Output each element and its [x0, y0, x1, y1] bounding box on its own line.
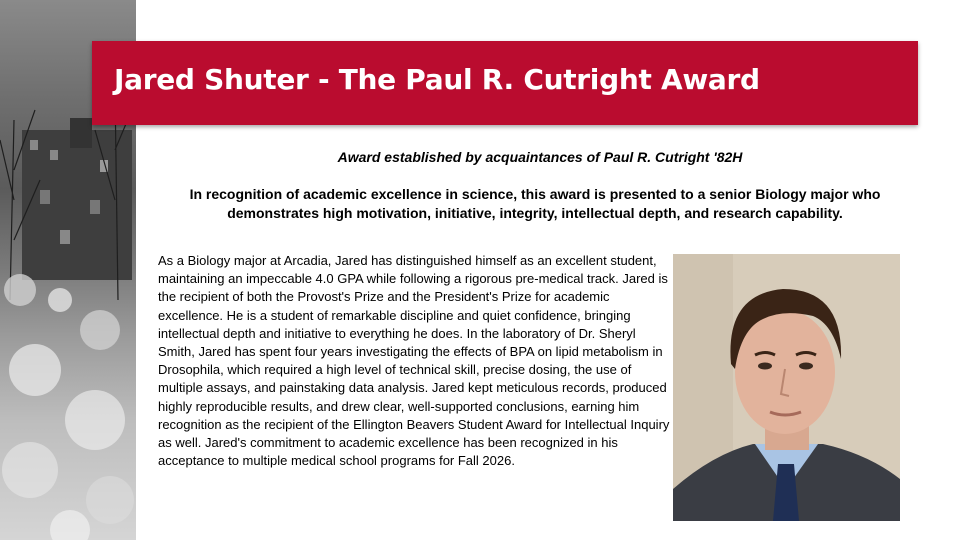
- award-description: In recognition of academic excellence in science, this award is presented to a senior Biology major who demonstrates high motivation, initiative, integrity, intellectual depth, and research capability.: [189, 186, 881, 221]
- title-bar: [92, 41, 918, 125]
- recipient-bio: As a Biology major at Arcadia, Jared has distinguished himself as an excellent student, maintaining an impeccable 4.0 GPA while following a rigorous pre-medical track. Jared is the recipient of both the Provost's Prize and the President's Prize for academic excellence. He is a student of remarkable discipline and quiet confidence, bringing intellectual depth and initiative to everything he does. In the laboratory of Dr. Sheryl Smith, Jared has spent four years investigating the effects of BPA on lipid metabolism in Drosophila, which required a high level of technical skill, precise dosing, the use of multiple assays, and painstaking data analysis. Jared kept meticulous records, produced highly reproducible results, and drew clear, well-supported conclusions, earning him recognition as the recipient of the Ellington Beavers Student Award for Intellectual Inquiry as well. Jared's commitment to academic excellence has been recognized in his acceptance to multiple medical school programs for Fall 2026.: [158, 253, 670, 469]
- award-subtitle: Award established by acquaintances of Paul R. Cutright '82H: [337, 149, 743, 165]
- recipient-portrait: [673, 254, 900, 521]
- slide-title: Jared Shuter - The Paul R. Cutright Award: [114, 63, 760, 96]
